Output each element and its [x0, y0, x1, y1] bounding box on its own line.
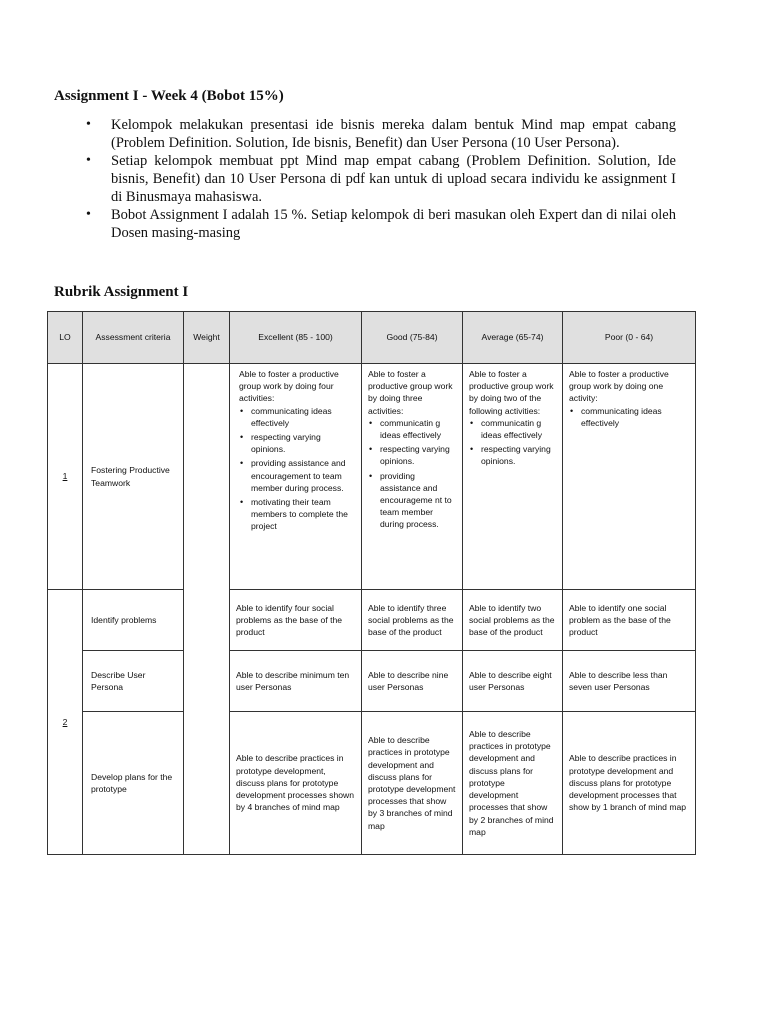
- average-cell: [463, 712, 563, 855]
- criterion-text: Able to identify four social problems as the base of the product: [236, 602, 343, 638]
- header-excellent: Excellent (85 - 100): [230, 312, 362, 364]
- average-cell: [463, 364, 563, 590]
- assignment-bullet: [84, 152, 676, 206]
- criteria-cell: [83, 712, 184, 855]
- criteria-cell: [83, 590, 184, 651]
- header-criteria: Assessment criteria: [83, 312, 184, 364]
- weight-cell: [184, 364, 230, 855]
- assignment-bullet: [84, 116, 676, 152]
- rubric-header-row: [48, 312, 696, 364]
- criterion-text: Able to describe nine user Personas: [368, 669, 449, 692]
- list-item: • motivating their team members to complete the project: [251, 496, 355, 533]
- list-item: • communicating ideas effectively: [251, 405, 355, 429]
- criterion-intro: Able to foster a productive group work by doing four activities:: [239, 369, 339, 404]
- excellent-cell: [230, 651, 362, 712]
- criterion-intro: Able to foster a productive group work by doing three activities:: [368, 369, 453, 416]
- criterion-text: Able to describe practices in prototype development and discuss plans for prototype development processes that show by 3 branches of mind map: [368, 735, 456, 831]
- good-cell: [362, 364, 463, 590]
- header-good: Good (75-84): [362, 312, 463, 364]
- criterion-text: Able to identify three social problems as the base of the product: [368, 602, 454, 638]
- table-row: [48, 651, 696, 712]
- criteria-cell: [83, 651, 184, 712]
- poor-cell: [563, 364, 696, 590]
- list-item: • respecting varying opinions.: [380, 443, 456, 467]
- bullet-icon: •: [86, 117, 91, 132]
- header-average: Average (65-74): [463, 312, 563, 364]
- excellent-cell: [230, 364, 362, 590]
- table-row: [48, 364, 696, 590]
- criterion-text: Able to describe minimum ten user Personas: [236, 669, 350, 692]
- header-weight: Weight: [184, 312, 230, 364]
- rubric-title: Rubrik Assignment I: [54, 284, 189, 300]
- poor-cell: [563, 712, 696, 855]
- header-poor: Poor (0 - 64): [563, 312, 696, 364]
- assignment-bullet: [84, 206, 676, 242]
- average-cell: [463, 651, 563, 712]
- header-lo: LO: [48, 312, 83, 364]
- criteria-text: Fostering Productive Teamwork: [91, 465, 170, 488]
- average-cell: [463, 590, 563, 651]
- criterion-intro: Able to foster a productive group work by doing one activity:: [569, 369, 669, 404]
- bullet-text: Setiap kelompok membuat ppt Mind map empat cabang (Problem Definition. Solution, Ide bisnis, Benefit) dan 10 User Persona di pdf kan untuk di upload secara individu ke assignment I di Binusmaya mahasiswa.: [111, 153, 676, 205]
- criteria-text: Identify problems: [91, 614, 157, 625]
- excellent-cell: [230, 590, 362, 651]
- list-item: • communicating ideas effectively: [581, 405, 689, 429]
- criterion-text: Able to describe eight user Personas: [469, 669, 552, 692]
- bullet-icon: •: [86, 153, 91, 168]
- rubric-table: [47, 311, 696, 855]
- criterion-text: Able to identify one social problem as the base of the product: [569, 602, 671, 638]
- good-cell: [362, 590, 463, 651]
- good-cell: [362, 651, 463, 712]
- list-item: • respecting varying opinions.: [251, 431, 355, 455]
- good-cell: [362, 712, 463, 855]
- criterion-text: Able to describe practices in prototype development and discuss plans for prototype development processes that show by 2 branches of mind map: [469, 729, 554, 837]
- criterion-intro: Able to foster a productive group work by doing two of the following activities:: [469, 369, 554, 416]
- criterion-text: Able to describe practices in prototype development, discuss plans for prototype development processes shown by 4 branches of mind map: [236, 753, 354, 813]
- list-item: • respecting varying opinions.: [481, 443, 556, 467]
- criteria-cell: [83, 364, 184, 590]
- assignment-bullet-list: [84, 116, 676, 242]
- poor-cell: [563, 590, 696, 651]
- list-item: • providing assistance and encourageme nt to team member during process.: [380, 470, 456, 531]
- lo-number: 2: [48, 590, 83, 855]
- criterion-text: Able to describe less than seven user Personas: [569, 669, 668, 692]
- list-item: • communicatin g ideas effectively: [380, 417, 456, 441]
- criterion-text: Able to describe practices in prototype development and discuss plans for prototype development processes that show by 1 branch of mind map: [569, 753, 687, 813]
- criteria-text: Describe User Persona: [91, 669, 146, 692]
- criterion-text: Able to identify two social problems as the base of the product: [469, 602, 555, 638]
- list-item: • communicatin g ideas effectively: [481, 417, 556, 441]
- excellent-cell: [230, 712, 362, 855]
- bullet-text: Kelompok melakukan presentasi ide bisnis mereka dalam bentuk Mind map empat cabang (Problem Definition. Solution, Ide bisnis, Benefit) dan User Persona (10 User Persona).: [111, 117, 676, 151]
- poor-cell: [563, 651, 696, 712]
- bullet-text: Bobot Assignment I adalah 15 %. Setiap kelompok di beri masukan oleh Expert dan di nilai oleh Dosen masing-masing: [111, 207, 676, 241]
- assignment-title: Assignment I - Week 4 (Bobot 15%): [54, 88, 284, 104]
- table-row: [48, 712, 696, 855]
- list-item: • providing assistance and encouragement to team member during process.: [251, 457, 355, 494]
- lo-number: 1: [48, 364, 83, 590]
- table-row: [48, 590, 696, 651]
- bullet-icon: •: [86, 207, 91, 222]
- criteria-text: Develop plans for the prototype: [91, 771, 173, 794]
